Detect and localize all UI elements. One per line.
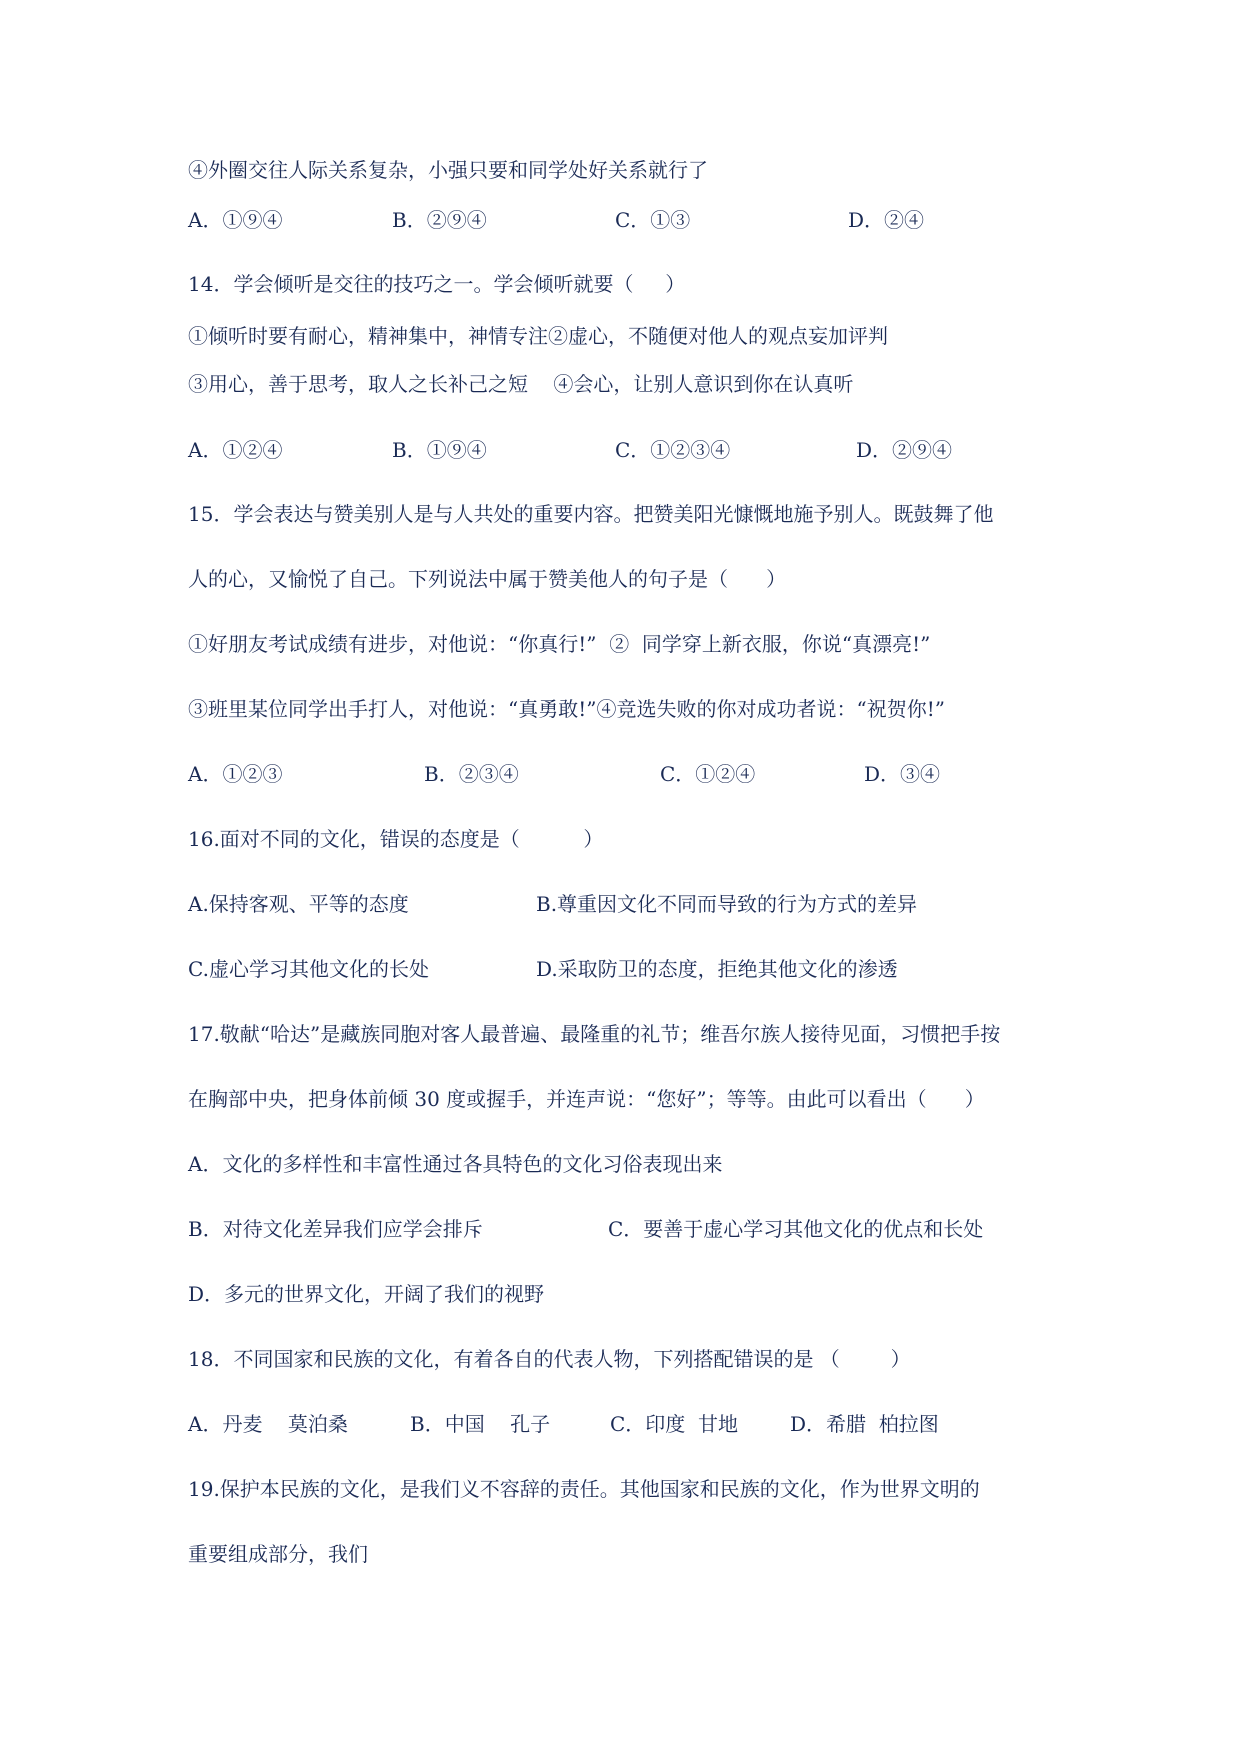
q15-option-b: B．②③④ [424, 762, 519, 786]
q17-option-c: C．要善于虚心学习其他文化的优点和长处 [608, 1217, 984, 1241]
q16-option-a: A.保持客观、平等的态度 [188, 892, 409, 916]
q18-option-d: D．希腊 柏拉图 [790, 1412, 939, 1436]
q18-stem: 18．不同国家和民族的文化，有着各自的代表人物，下列搭配错误的是 （ ） [188, 1347, 911, 1371]
q15-items-1-2: ①好朋友考试成绩有进步，对他说：“你真行!” ② 同学穿上新衣服，你说“真漂亮!” [188, 632, 931, 656]
q14-items-1-2: ①倾听时要有耐心，精神集中，神情专注②虚心，不随便对他人的观点妄加评判 [188, 324, 888, 348]
q19-stem-line-1: 19.保护本民族的文化，是我们义不容辞的责任。其他国家和民族的文化，作为世界文明的 [188, 1477, 980, 1501]
q18-option-b: B．中国 孔子 [410, 1412, 551, 1436]
q13-option-b: B．②⑨④ [392, 208, 487, 232]
q16-option-d: D.采取防卫的态度，拒绝其他文化的渗透 [536, 957, 898, 981]
q15-stem-line-1: 15．学会表达与赞美别人是与人共处的重要内容。把赞美阳光慷慨地施予别人。既鼓舞了他 [188, 502, 994, 526]
q13-item-4: ④外圈交往人际关系复杂，小强只要和同学处好关系就行了 [188, 158, 708, 182]
q13-option-a: A．①⑨④ [188, 208, 283, 232]
q15-stem-line-2: 人的心，又愉悦了自己。下列说法中属于赞美他人的句子是（ ） [188, 567, 787, 591]
q14-stem: 14．学会倾听是交往的技巧之一。学会倾听就要（ ） [188, 272, 686, 296]
q14-option-d: D．②⑨④ [856, 438, 953, 462]
q18-option-c: C．印度 甘地 [610, 1412, 739, 1436]
q15-option-d: D．③④ [864, 762, 941, 786]
q19-stem-line-2: 重要组成部分，我们 [188, 1542, 368, 1566]
q16-option-b: B.尊重因文化不同而导致的行为方式的差异 [536, 892, 918, 916]
q17-option-b: B．对待文化差异我们应学会排斥 [188, 1217, 483, 1241]
q17-option-d: D．多元的世界文化，开阔了我们的视野 [188, 1282, 545, 1306]
q13-option-c: C．①③ [615, 208, 691, 232]
q17-stem-line-1: 17.敬献“哈达”是藏族同胞对客人最普遍、最隆重的礼节；维吾尔族人接待见面，习惯把手按 [188, 1022, 1001, 1046]
q14-option-b: B．①⑨④ [392, 438, 487, 462]
q15-option-a: A．①②③ [188, 762, 283, 786]
q14-option-a: A．①②④ [188, 438, 283, 462]
q16-option-c: C.虚心学习其他文化的长处 [188, 957, 429, 981]
q13-option-d: D．②④ [848, 208, 925, 232]
q15-option-c: C．①②④ [660, 762, 756, 786]
q16-stem: 16.面对不同的文化，错误的态度是（ ） [188, 827, 604, 851]
q14-items-3-4: ③用心，善于思考，取人之长补己之短 ④会心，让别人意识到你在认真听 [188, 372, 854, 396]
q17-stem-line-2: 在胸部中央，把身体前倾 30 度或握手，并连声说：“您好”；等等。由此可以看出（ ） [188, 1087, 985, 1111]
q18-option-a: A．丹麦 莫泊桑 [188, 1412, 348, 1436]
q14-option-c: C．①②③④ [615, 438, 731, 462]
q17-option-a: A．文化的多样性和丰富性通过各具特色的文化习俗表现出来 [188, 1152, 723, 1176]
q15-items-3-4: ③班里某位同学出手打人，对他说：“真勇敢!”④竞选失败的你对成功者说：“祝贺你!” [188, 697, 945, 721]
